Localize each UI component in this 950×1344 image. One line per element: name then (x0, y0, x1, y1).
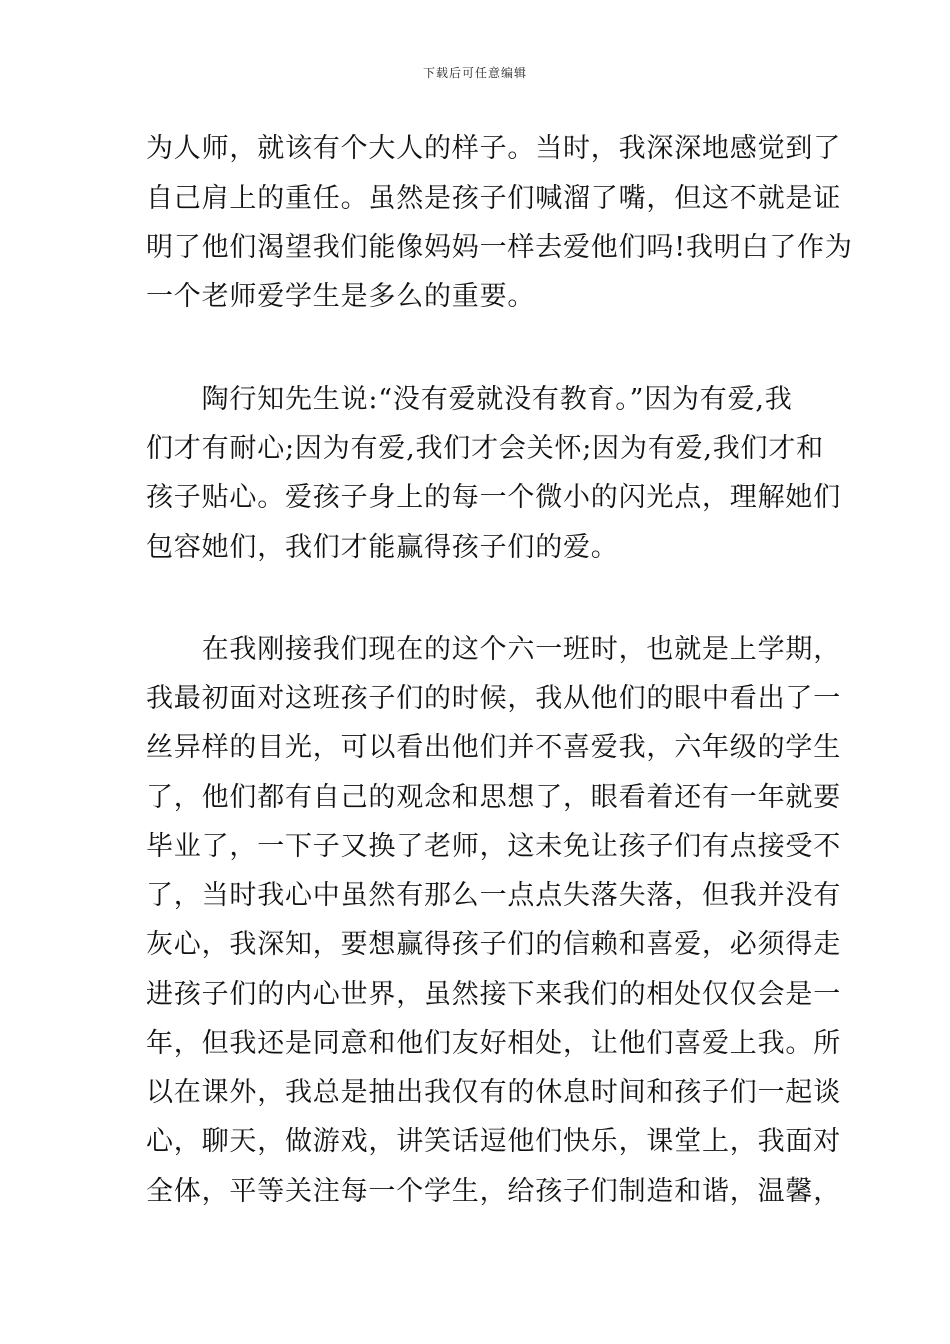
text-line: 包容她们，我们才能赢得孩子们的爱。 (146, 532, 619, 563)
text-line: 以在课外，我总是抽出我仅有的休息时间和孩子们一起谈 (146, 1077, 841, 1108)
text-line: 了，他们都有自己的观念和思想了，眼看着还有一年就要 (146, 782, 841, 813)
text-line: 一个老师爱学生是多么的重要。 (146, 281, 536, 312)
text-line: 毕业了，一下子又换了老师，这未免让孩子们有点接受不 (146, 831, 841, 862)
text-line: 丝异样的目光，可以看出他们并不喜爱我，六年级的学生 (146, 732, 841, 763)
text-line: 年，但我还是同意和他们友好相处，让他们喜爱上我。所 (146, 1028, 841, 1059)
text-line: 们才有耐心;因为有爱,我们才会关怀;因为有爱,我们才和 (146, 433, 824, 464)
text-line: 为人师，就该有个大人的样子。当时，我深深地感觉到了 (146, 133, 841, 164)
text-line: 心，聊天，做游戏，讲笑话逗他们快乐，课堂上，我面对 (146, 1126, 841, 1157)
text-line: 全体，平等关注每一个学生，给孩子们制造和谐，温馨， (146, 1176, 841, 1207)
text-line: 自己肩上的重任。虽然是孩子们喊溜了嘴，但这不就是证 (146, 183, 841, 214)
text-line: 孩子贴心。爱孩子身上的每一个微小的闪光点，理解她们 (146, 482, 841, 513)
text-line: 明了他们渴望我们能像妈妈一样去爱他们吗!我明白了作为 (146, 232, 853, 263)
page-header: 下载后可任意编辑 (422, 66, 527, 80)
text-line: 陶行知先生说:“没有爱就没有教育。”因为有爱,我 (146, 384, 793, 415)
text-line: 进孩子们的内心世界，虽然接下来我们的相处仅仅会是一 (146, 979, 841, 1010)
text-line: 了，当时我心中虽然有那么一点点失落失落，但我并没有 (146, 880, 841, 911)
text-line: 灰心，我深知，要想赢得孩子们的信赖和喜爱，必须得走 (146, 929, 841, 960)
text-line: 在我刚接我们现在的这个六一班时，也就是上学期， (146, 634, 841, 665)
text-line: 我最初面对这班孩子们的时候，我从他们的眼中看出了一 (146, 683, 841, 714)
